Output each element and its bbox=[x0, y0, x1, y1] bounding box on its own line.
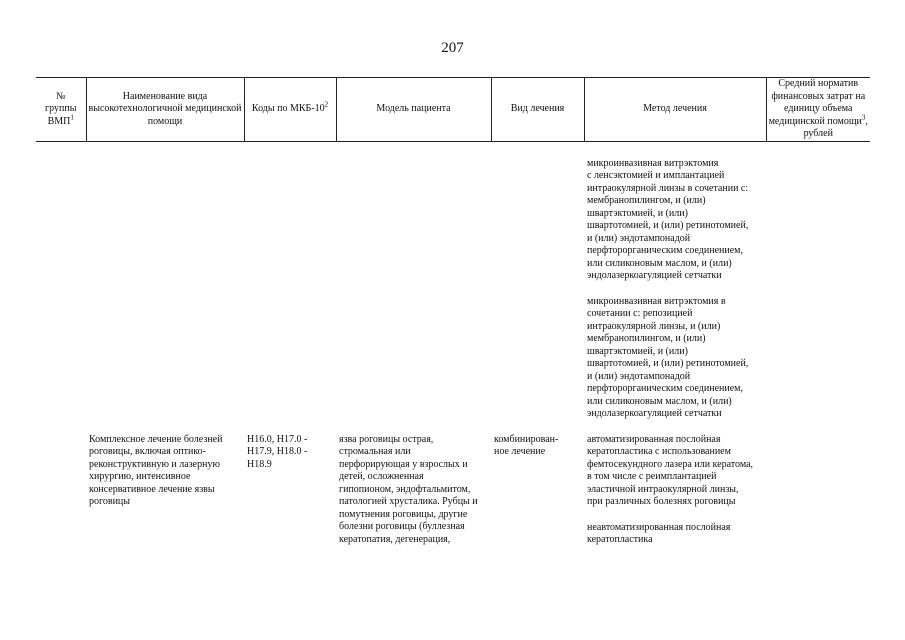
header-codes: Коды по МКБ-$10^2$ bbox=[244, 78, 336, 142]
method-cell bbox=[584, 434, 766, 547]
header-model: Модель пациента bbox=[336, 78, 491, 142]
method-text: неавтоматизированная послойная кератопластика bbox=[587, 521, 731, 545]
header-method: Метод лечения bbox=[584, 78, 766, 142]
header-row bbox=[36, 78, 870, 142]
header-treatment: Вид лечения bbox=[491, 78, 584, 142]
page-number: 207 bbox=[441, 40, 464, 56]
patient-model: язва роговицы острая, стромальная или перфорирующая у взрослых и детей, осложненная гипопионом, эндофтальмитом, патологией хрусталика. Рубцы и помутнения роговицы, другие болезни роговицы (буллезная кератопатия, дегенерация, bbox=[339, 433, 478, 545]
vmp-table bbox=[36, 77, 870, 547]
header-cost: Средний норматив финансовых затрат на единицу объема медицинской помощи$^3$, рублей bbox=[766, 78, 870, 142]
header-name: Наименование вида высокотехнологичной медицинской помощи bbox=[86, 78, 244, 142]
vmp-name: Комплексное лечение болезней роговицы, включая оптико- реконструктивную и лазерную хирургию, интенсивное консервативное лечение язвы роговицы bbox=[89, 433, 223, 507]
method-text: микроинвазивная витрэктомия в сочетании с: репозицией интраокулярной линзы, и (или) мембранопилингом, и (или) швартэктомией, и (или) швартотомией, и (или) ретинотомией, и (или) эндотампонадой перфторорганическим соединением, или силиконовым маслом, и (или) эндолазеркоагуляцией сетчатки bbox=[587, 295, 749, 419]
method-text: автоматизированная послойная кератопластика с использованием фемтосекундного лазера или кератома, в том числе с реимплантацией эластичной интраокулярной линзы, при различных болезнях роговицы bbox=[587, 433, 754, 507]
icd-codes: H16.0, H17.0 - H17.9, H18.0 - H18.9 bbox=[247, 433, 308, 470]
header-group: № группы ВМП$^1$ bbox=[36, 78, 86, 142]
method-cell bbox=[584, 158, 766, 434]
method-text: микроинвазивная витрэктомия с ленсэктомией и имплантацией интраокулярной линзы в сочетании с: мембранопилингом, и (или) швартэктомией, и (или) швартотомией, и (или) ретинотомией, и (или) эндотампонадой перфторорганическим соединением, или силиконовым маслом, и (или) эндолазеркоагуляцией сетчатки bbox=[587, 157, 749, 281]
treatment-type: комбинирован- ное лечение bbox=[494, 433, 559, 457]
table-row bbox=[36, 434, 870, 547]
table-row bbox=[36, 158, 870, 434]
